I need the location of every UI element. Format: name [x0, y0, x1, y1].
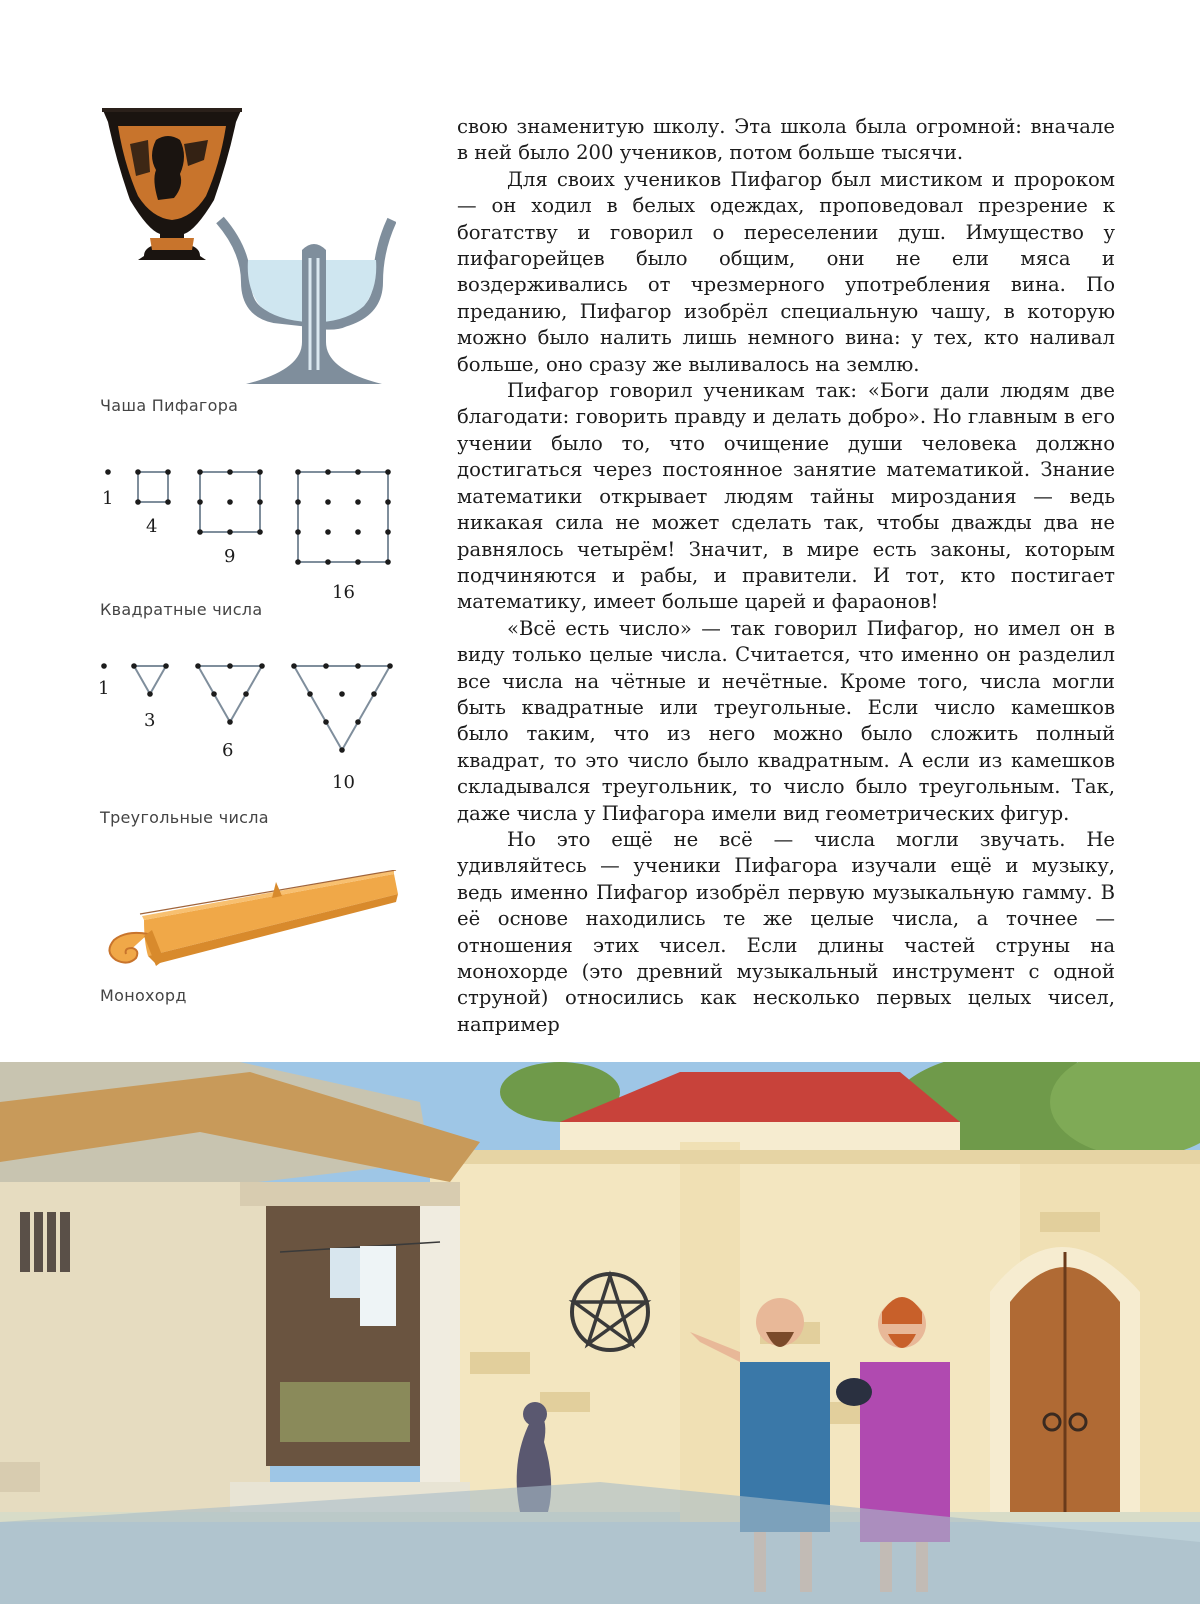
courtyard-illustration [0, 1062, 1200, 1604]
triangle-6 [195, 663, 265, 725]
article-text [457, 114, 1115, 1038]
square-numbers-figure [96, 460, 406, 605]
article-paragraph-2: Для своих учеников Пифагор был мистиком и пророком — он ходил в белых одеждах, проповедовал презрение к богатству и говорил о переселении душ. Имущество у пифагорейцев было общим, они не ели мяса и воздерживались от чрезмерного употребления вина. По преданию, Пифагор изобрёл специальную чашу, в которую можно было налить лишь немного вина: у тех, кто наливал больше, оно сразу же выливалось на землю. [457, 167, 1115, 376]
triangle-numbers-figure [96, 658, 406, 798]
square-16 [295, 469, 391, 565]
triangle-numbers-caption: Треугольные числа [100, 808, 269, 827]
article-paragraph-4: «Всё есть число» — так говорил Пифагор, но имел он в виду только целые числа. Считается, что именно он разделил все числа на чётные и нечётные. Кроме того, числа могли быть квадратные или треугольные. Если число камешков было таким, что из него можно было сложить полный квадрат, то это число было квадратным. А если из камешков складывался треугольник, то число было треугольным. Так, даже числа у Пифагора имели вид геометрических фигур. [457, 616, 1115, 825]
square-number-1: 1 [102, 488, 114, 509]
article-paragraph-5: Но это ещё не всё — числа могли звучать. Не удивляйтесь — ученики Пифагора изучали ещё и музыку, ведь именно Пифагор изобрёл первую музыкальную гамму. В её основе находились те же целые числа, а точнее — отношения этих чисел. Если длины частей струны на монохорде (это древний музыкальный инструмент с одной струной) относились как несколько первых целых чисел, например [457, 827, 1115, 1036]
greek-cup-photo [102, 108, 242, 260]
arched-gate [990, 1247, 1140, 1512]
triangle-number-1: 1 [98, 678, 110, 699]
triangle-number-6: 6 [222, 740, 234, 761]
left-house [0, 1062, 480, 1512]
article-paragraph-3: Пифагор говорил ученикам так: «Боги дали людям две благодати: говорить правду и делать добро». Но главным в его учении было то, что очищение души человека должно достигаться через постоянное занятие математикой. Знание математики открывает людям тайны мироздания — ведь никакая сила не может сделать так, чтобы дважды два не равнялось четырём! Значит, в мире есть законы, которым подчиняются и рабы, и правители. И тот, кто постигает математику, имеет больше царей и фараонов! [457, 379, 1115, 614]
monochord-figure [96, 870, 406, 986]
article-paragraph-1: свою знаменитую школу. Эта школа была огромной: вначале в ней было 200 учеников, потом больше тысячи. [457, 115, 1115, 165]
square-number-4: 4 [146, 516, 158, 537]
triangle-number-10: 10 [332, 772, 355, 793]
pythagoras-cup-figure [96, 100, 396, 390]
cup-caption: Чаша Пифагора [100, 396, 239, 415]
monochord-caption: Монохорд [100, 986, 187, 1005]
triangle-3 [131, 663, 169, 697]
square-number-16: 16 [332, 582, 355, 603]
sidebar [96, 100, 426, 1040]
cup-cross-section-diagram [220, 220, 392, 384]
square-9 [197, 469, 263, 535]
triangle-10 [291, 663, 393, 753]
dot-1 [105, 469, 111, 475]
dot-1 [101, 663, 107, 669]
square-4 [135, 469, 171, 505]
square-number-9: 9 [224, 546, 236, 567]
triangle-number-3: 3 [144, 710, 156, 731]
square-numbers-caption: Квадратные числа [100, 600, 263, 619]
